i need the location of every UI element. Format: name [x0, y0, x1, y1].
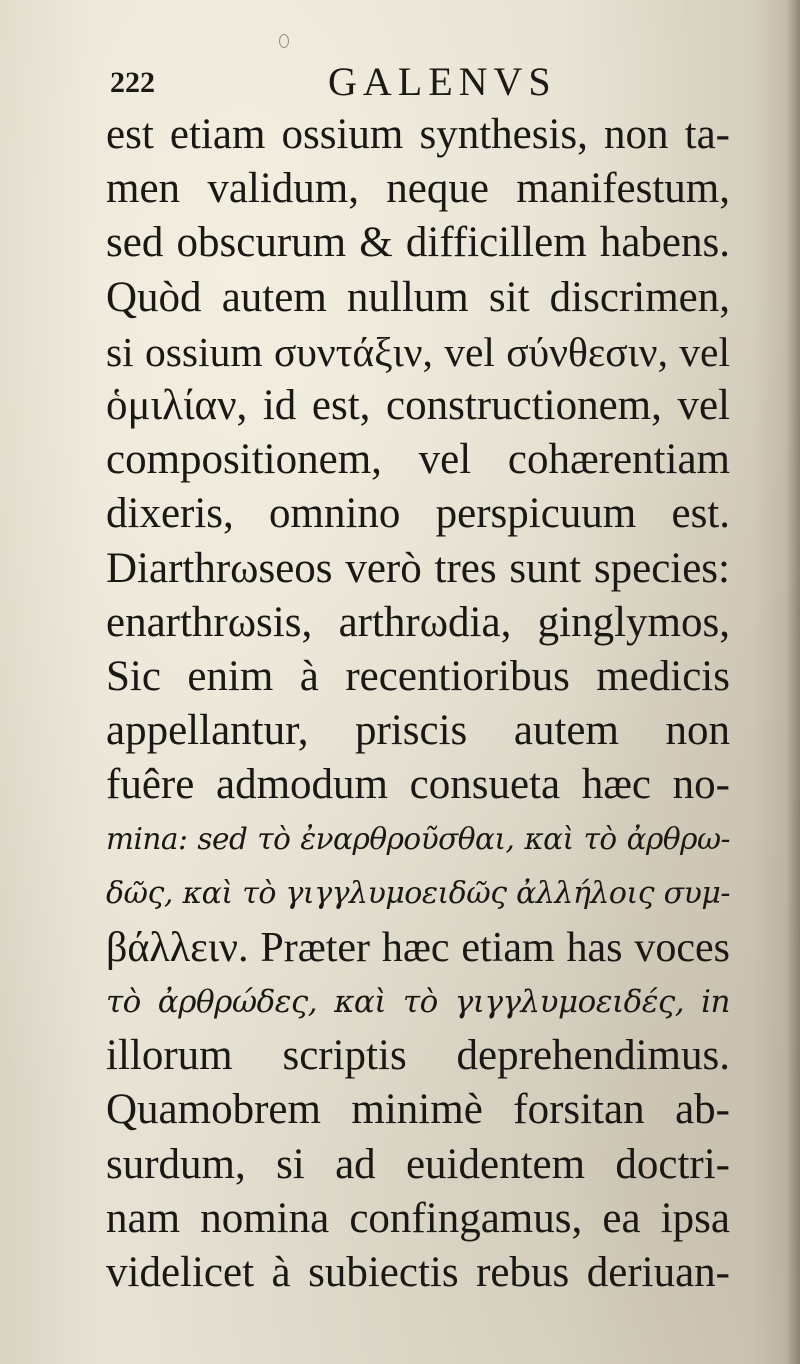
text-line: βάλλειν. Præter hæc etiam has voces: [106, 924, 730, 971]
text-line: Quòd autem nullum sit discrimen,: [106, 273, 730, 321]
text-line: Diarthrωseos verò tres sunt species:: [106, 544, 730, 592]
text-line: est etiam ossium synthesis, non ta-: [106, 111, 730, 158]
body-text: [106, 108, 730, 1300]
text-line: videlicet à subiectis rebus deriuan-: [106, 1248, 730, 1296]
text-line: sed obscurum & difficillem habens.: [106, 219, 730, 267]
text-line: Sic enim à recentioribus medicis: [106, 652, 730, 700]
text-line: surdum, si ad euidentem doctri-: [106, 1140, 730, 1188]
text-line: compositionem, vel cohærentiam: [106, 436, 730, 484]
text-line: illorum scriptis deprehendimus.: [106, 1032, 730, 1080]
page-number: 222: [110, 66, 155, 99]
page-header: [100, 58, 740, 108]
running-head: GALENVS: [328, 59, 557, 104]
text-line: Quamobrem minimè forsitan ab-: [106, 1086, 730, 1134]
paper-blemish: [279, 34, 289, 48]
text-line: τὸ ἀρθρώδες, καὶ τὸ γιγγλυμοειδές, in: [106, 984, 730, 1020]
text-line: si ossium συντάξιν, vel σύνθεσιν, vel: [106, 328, 730, 375]
text-line: men validum, neque manifestum,: [106, 165, 730, 213]
text-line: δῶς, καὶ τὸ γιγγλυμοειδῶς ἀλλήλοις συμ-: [106, 875, 730, 911]
text-line: ὁμιλίαν, id est, constructionem, vel: [106, 381, 730, 429]
text-line: nam nomina confingamus, ea ipsa: [106, 1194, 730, 1242]
text-line: enarthrωsis, arthrωdia, ginglymos,: [106, 598, 730, 646]
text-line: appellantur, priscis autem non: [106, 707, 730, 755]
text-line: mina: sed τὸ ἐναρθροῦσθαι, καὶ τὸ ἀρθρω-: [106, 822, 730, 857]
text-line: dixeris, omnino perspicuum est.: [106, 490, 730, 538]
text-line: fuêre admodum consueta hæc no-: [106, 761, 730, 809]
